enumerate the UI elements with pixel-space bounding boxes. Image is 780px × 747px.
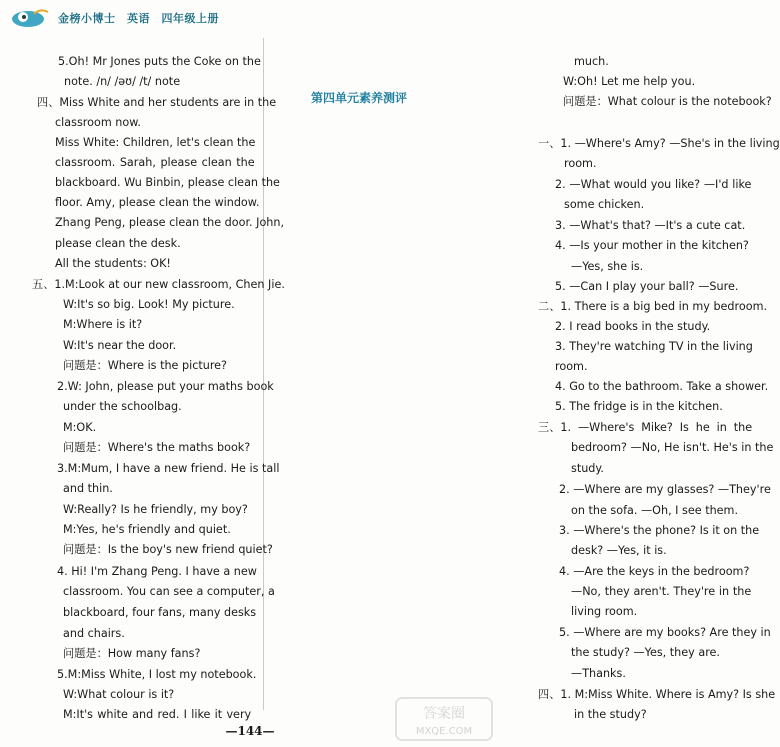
right-text-line: 5. —Can I play your ball? —Sure. xyxy=(555,280,739,293)
left-text-line: 5.M:Miss White, I lost my notebook. xyxy=(57,668,257,681)
left-text-line: 2.W: John, please put your maths book xyxy=(57,380,274,393)
right-text-line: 4. —Is your mother in the kitchen? xyxy=(555,239,749,252)
left-text-line: 4. Hi! I'm Zhang Peng. I have a new xyxy=(57,565,257,578)
right-text-line: —Thanks. xyxy=(571,667,626,680)
left-text-line: W:What colour is it? xyxy=(63,688,175,701)
column-divider xyxy=(263,38,264,710)
right-text-line: much. xyxy=(574,55,609,68)
left-text-line: 五、1.M:Look at our new classroom, Chen Jie. xyxy=(32,278,285,291)
left-text-line: M:Yes, he's friendly and quiet. xyxy=(63,523,231,536)
left-text-line: M:Where is it? xyxy=(63,318,143,331)
section-title: 第四单元素养测评 xyxy=(311,91,408,105)
right-text-line: —Yes, she is. xyxy=(571,260,644,273)
right-text-line: 5. —Where are my books? Are they in xyxy=(559,626,771,639)
svg-text:MXQE.COM: MXQE.COM xyxy=(415,726,473,737)
right-text-line: on the sofa. —Oh, I see them. xyxy=(571,504,739,517)
watermark-logo xyxy=(394,694,494,744)
left-text-line: note. /n/ /əʊ/ /t/ note xyxy=(64,75,181,88)
right-text-line: the study? —Yes, they are. xyxy=(571,646,720,659)
left-text-line: under the schoolbag. xyxy=(63,400,182,413)
right-text-line: 2. —What would you like? —I'd like xyxy=(555,178,752,191)
left-text-line: floor. Amy, please clean the window. xyxy=(55,196,260,209)
right-text-line: 3. —What's that? —It's a cute cat. xyxy=(555,219,746,232)
right-text-line: study. xyxy=(571,462,604,475)
left-text-line: please clean the desk. xyxy=(55,237,181,250)
right-text-line: 二、1. There is a big bed in my bedroom. xyxy=(538,300,768,313)
left-text-line: M:It's white and red. I like it very xyxy=(63,708,252,721)
left-text-line: Miss White: Children, let's clean the xyxy=(55,136,256,149)
right-text-line: 4. Go to the bathroom. Take a shower. xyxy=(555,380,769,393)
page-header xyxy=(10,6,340,30)
left-text-line: Zhang Peng, please clean the door. John, xyxy=(55,216,285,229)
right-text-line: some chicken. xyxy=(564,198,645,211)
left-text-line: 5.Oh! Mr Jones puts the Coke on the xyxy=(58,55,261,68)
svg-text:答案圈: 答案圈 xyxy=(423,706,465,722)
left-text-line: 3.M:Mum, I have a new friend. He is tall xyxy=(57,462,280,475)
left-text-line: 问题是：Where is the picture? xyxy=(63,359,227,372)
right-text-line: —No, they aren't. They're in the xyxy=(571,585,752,598)
left-text-line: classroom. You can see a computer, a xyxy=(63,585,275,598)
left-text-line: and thin. xyxy=(63,482,113,495)
right-text-line: 2. —Where are my glasses? —They're xyxy=(559,483,771,496)
right-text-line: 3. They're watching TV in the living xyxy=(555,340,753,353)
left-text-line: classroom. Sarah, please clean the xyxy=(55,156,255,169)
right-text-line: 三、1. —Where's Mike? Is he in the xyxy=(538,421,753,434)
header-title: 金榜小博士 英语 四年级上册 xyxy=(58,12,219,25)
right-text-line: bedroom? —No, He isn't. He's in the xyxy=(571,441,774,454)
right-text-line: living room. xyxy=(571,605,638,618)
right-text-line: in the study? xyxy=(574,708,647,721)
right-text-line: 5. The fridge is in the kitchen. xyxy=(555,400,723,413)
left-text-line: W:It's near the door. xyxy=(63,339,177,352)
right-text-line: 问题是：What colour is the notebook? xyxy=(563,95,772,108)
left-text-line: 问题是：How many fans? xyxy=(63,647,201,660)
left-text-line: W:Really? Is he friendly, my boy? xyxy=(63,503,248,516)
left-text-line: All the students: OK! xyxy=(55,257,171,270)
left-text-line: 问题是：Is the boy's new friend quiet? xyxy=(63,543,273,556)
left-text-line: and chairs. xyxy=(63,627,125,640)
left-text-line: 四、Miss White and her students are in the xyxy=(37,96,277,109)
right-text-line: desk? —Yes, it is. xyxy=(571,544,667,557)
right-text-line: room. xyxy=(564,157,597,170)
right-text-line: room. xyxy=(555,360,588,373)
left-text-line: classroom now. xyxy=(55,116,141,129)
page-number: —144— xyxy=(225,724,275,738)
right-text-line: 四、1. M:Miss White. Where is Amy? Is she xyxy=(538,688,776,701)
right-text-line: 3. —Where's the phone? Is it on the xyxy=(559,524,760,537)
right-text-line: 4. —Are the keys in the bedroom? xyxy=(559,565,750,578)
cartoon-logo-icon xyxy=(10,6,52,28)
left-text-line: blackboard, four fans, many desks xyxy=(63,606,257,619)
right-text-line: W:Oh! Let me help you. xyxy=(563,75,696,88)
right-text-line: 2. I read books in the study. xyxy=(555,320,711,333)
right-text-line: 一、1. —Where's Amy? —She's in the living xyxy=(538,137,780,150)
left-text-line: 问题是：Where's the maths book? xyxy=(63,441,251,454)
left-text-line: blackboard. Wu Binbin, please clean the xyxy=(55,176,280,189)
left-text-line: W:It's so big. Look! My picture. xyxy=(63,298,235,311)
left-text-line: M:OK. xyxy=(63,421,97,434)
